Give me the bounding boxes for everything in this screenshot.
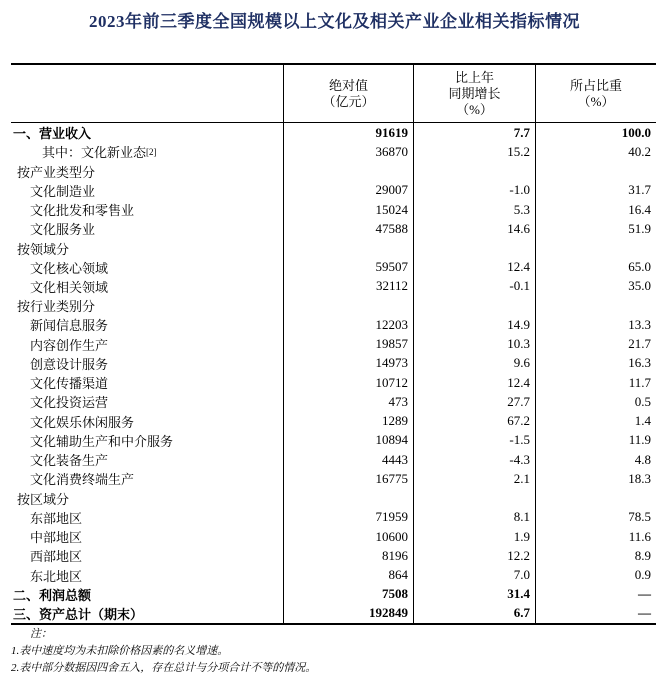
cell-share (535, 488, 656, 507)
cell-absolute-value (283, 296, 413, 315)
cell-share: 0.9 (535, 565, 656, 584)
table-row (11, 604, 656, 623)
row-label: 按行业类别分 (17, 299, 96, 315)
row-label-cell (11, 469, 283, 488)
row-label: 文化消费终端生产 (30, 472, 135, 488)
header-growth-line: 比上年 (454, 69, 494, 85)
row-label-cell (11, 488, 283, 507)
cell-absolute-value: 29007 (283, 181, 413, 200)
cell-absolute-value: 19857 (283, 335, 413, 354)
table-row (11, 315, 656, 334)
row-label: 按区域分 (17, 491, 70, 507)
row-label: 一、营业收入 (13, 126, 92, 142)
cell-share: 16.4 (535, 200, 656, 219)
cell-growth (413, 296, 535, 315)
row-label-cell (11, 161, 283, 180)
row-label: 文化制造业 (30, 183, 96, 199)
indicator-table (11, 63, 656, 625)
cell-growth: -4.3 (413, 450, 535, 469)
row-label-cell (11, 431, 283, 450)
cell-growth: -1.0 (413, 181, 535, 200)
row-label-cell (11, 392, 283, 411)
table-row (11, 565, 656, 584)
header-growth-line: 同期增长 (448, 85, 501, 101)
cell-growth (413, 488, 535, 507)
table-row (11, 546, 656, 565)
row-label: 文化装备生产 (30, 453, 109, 469)
table-row (11, 296, 656, 315)
row-label-cell (11, 450, 283, 469)
row-label-cell (11, 412, 283, 431)
row-label: 二、利润总额 (13, 587, 92, 603)
cell-absolute-value: 12203 (283, 315, 413, 334)
cell-growth (413, 238, 535, 257)
cell-absolute-value: 473 (283, 392, 413, 411)
table-row (11, 373, 656, 392)
cell-growth: 14.9 (413, 315, 535, 334)
row-label: 按产业类型分 (17, 164, 96, 180)
header-absolute-value-line: 绝对值 (328, 77, 368, 93)
cell-absolute-value (283, 238, 413, 257)
cell-share: 31.7 (535, 181, 656, 200)
table-row (11, 161, 656, 180)
cell-growth: 7.7 (413, 123, 535, 142)
cell-absolute-value: 8196 (283, 546, 413, 565)
cell-growth: 15.2 (413, 142, 535, 161)
table-row (11, 392, 656, 411)
cell-growth: -0.1 (413, 277, 535, 296)
cell-share: 40.2 (535, 142, 656, 161)
row-label: 文化批发和零售业 (30, 203, 135, 219)
row-label-cell (11, 277, 283, 296)
cell-absolute-value: 16775 (283, 469, 413, 488)
row-label: 新闻信息服务 (30, 318, 109, 334)
cell-share: 16.3 (535, 354, 656, 373)
cell-absolute-value (283, 488, 413, 507)
table-row (11, 508, 656, 527)
row-label: 文化传播渠道 (30, 376, 109, 392)
cell-absolute-value: 4443 (283, 450, 413, 469)
table-row (11, 142, 656, 161)
table-row (11, 258, 656, 277)
row-label: 三、资产总计（期末） (13, 606, 144, 622)
cell-share: — (535, 585, 656, 604)
row-label: 西部地区 (30, 549, 83, 565)
cell-growth: 5.3 (413, 200, 535, 219)
cell-absolute-value: 864 (283, 565, 413, 584)
cell-growth: 9.6 (413, 354, 535, 373)
cell-share: 51.9 (535, 219, 656, 238)
table-row (11, 354, 656, 373)
row-label: 文化娱乐休闲服务 (30, 414, 135, 430)
row-label-cell (11, 123, 283, 142)
cell-growth: 27.7 (413, 392, 535, 411)
cell-growth: 2.1 (413, 469, 535, 488)
table-row (11, 335, 656, 354)
cell-share: 18.3 (535, 469, 656, 488)
cell-share: 8.9 (535, 546, 656, 565)
cell-absolute-value: 59507 (283, 258, 413, 277)
cell-absolute-value: 36870 (283, 142, 413, 161)
cell-share (535, 161, 656, 180)
cell-absolute-value: 10894 (283, 431, 413, 450)
table-body (11, 123, 656, 623)
cell-share (535, 296, 656, 315)
cell-share: 1.4 (535, 412, 656, 431)
cell-share: 35.0 (535, 277, 656, 296)
cell-share: 4.8 (535, 450, 656, 469)
header-share-line: 所占比重 (569, 77, 622, 93)
cell-growth: -1.5 (413, 431, 535, 450)
row-label: 创意设计服务 (30, 356, 109, 372)
row-label: 文化相关领域 (30, 279, 109, 295)
cell-growth: 1.9 (413, 527, 535, 546)
row-label-cell (11, 238, 283, 257)
table-row (11, 450, 656, 469)
cell-growth: 7.0 (413, 565, 535, 584)
row-label: 文化核心领域 (30, 260, 109, 276)
cell-growth: 8.1 (413, 508, 535, 527)
cell-growth (413, 161, 535, 180)
cell-growth: 12.4 (413, 373, 535, 392)
row-label-cell (11, 258, 283, 277)
table-row (11, 585, 656, 604)
header-share-line: （%） (577, 93, 615, 109)
cell-share: — (535, 604, 656, 623)
cell-share: 65.0 (535, 258, 656, 277)
cell-growth: 10.3 (413, 335, 535, 354)
table-row (11, 527, 656, 546)
cell-absolute-value: 10712 (283, 373, 413, 392)
header-absolute-value (283, 65, 413, 122)
cell-absolute-value: 91619 (283, 123, 413, 142)
row-label-cell (11, 604, 283, 623)
header-growth (413, 65, 535, 122)
row-label: 按领域分 (17, 241, 70, 257)
table-row (11, 238, 656, 257)
cell-absolute-value: 32112 (283, 277, 413, 296)
cell-share (535, 238, 656, 257)
row-label: 内容创作生产 (30, 337, 109, 353)
cell-growth: 12.4 (413, 258, 535, 277)
cell-absolute-value: 7508 (283, 585, 413, 604)
row-label: 东部地区 (30, 510, 83, 526)
table-row (11, 469, 656, 488)
table-notes (11, 626, 656, 677)
row-label-cell (11, 546, 283, 565)
row-label-cell (11, 354, 283, 373)
table-row (11, 431, 656, 450)
cell-share: 0.5 (535, 392, 656, 411)
cell-growth: 67.2 (413, 412, 535, 431)
cell-share: 11.9 (535, 431, 656, 450)
table-row (11, 123, 656, 142)
row-label: 其中：文化新业态 (42, 145, 147, 161)
cell-absolute-value (283, 161, 413, 180)
header-share (535, 65, 656, 122)
cell-absolute-value: 15024 (283, 200, 413, 219)
cell-absolute-value: 1289 (283, 412, 413, 431)
cell-absolute-value: 10600 (283, 527, 413, 546)
table-row (11, 488, 656, 507)
table-header-row (11, 65, 656, 123)
row-label: 文化投资运营 (30, 395, 109, 411)
row-label-cell (11, 181, 283, 200)
row-label: 中部地区 (30, 530, 83, 546)
note-line-2: 2.表中部分数据因四舍五入，存在总计与分项合计不等的情况。 (11, 662, 317, 674)
row-label-cell (11, 565, 283, 584)
note-line-1: 1.表中速度均为未扣除价格因素的名义增速。 (11, 645, 229, 657)
row-label-cell (11, 373, 283, 392)
cell-absolute-value: 192849 (283, 604, 413, 623)
row-label-cell (11, 527, 283, 546)
row-label-cell: 其中：文化新业态 [2] (11, 142, 283, 161)
row-label-cell (11, 508, 283, 527)
table-row (11, 412, 656, 431)
cell-share: 11.6 (535, 527, 656, 546)
table-row (11, 277, 656, 296)
cell-share: 13.3 (535, 315, 656, 334)
cell-absolute-value: 71959 (283, 508, 413, 527)
row-label: 文化辅助生产和中介服务 (30, 433, 174, 449)
row-label: 东北地区 (30, 568, 83, 584)
cell-share: 11.7 (535, 373, 656, 392)
row-label: 文化服务业 (30, 222, 96, 238)
header-growth-line: （%） (456, 101, 493, 117)
row-label-cell (11, 200, 283, 219)
row-label-cell (11, 296, 283, 315)
header-indicator-column (11, 65, 283, 122)
cell-share: 78.5 (535, 508, 656, 527)
row-label-cell (11, 585, 283, 604)
cell-growth: 31.4 (413, 585, 535, 604)
cell-absolute-value: 47588 (283, 219, 413, 238)
notes-label: 注： (30, 628, 52, 640)
row-label-cell (11, 315, 283, 334)
table-row (11, 200, 656, 219)
row-label-cell (11, 335, 283, 354)
cell-share: 100.0 (535, 123, 656, 142)
cell-share: 21.7 (535, 335, 656, 354)
row-label-cell (11, 219, 283, 238)
page-title: 2023年前三季度全国规模以上文化及相关产业企业相关指标情况 (89, 12, 580, 31)
cell-growth: 14.6 (413, 219, 535, 238)
cell-growth: 12.2 (413, 546, 535, 565)
table-row (11, 181, 656, 200)
cell-absolute-value: 14973 (283, 354, 413, 373)
table-row (11, 219, 656, 238)
header-absolute-value-line: （亿元） (322, 93, 375, 109)
cell-growth: 6.7 (413, 604, 535, 623)
